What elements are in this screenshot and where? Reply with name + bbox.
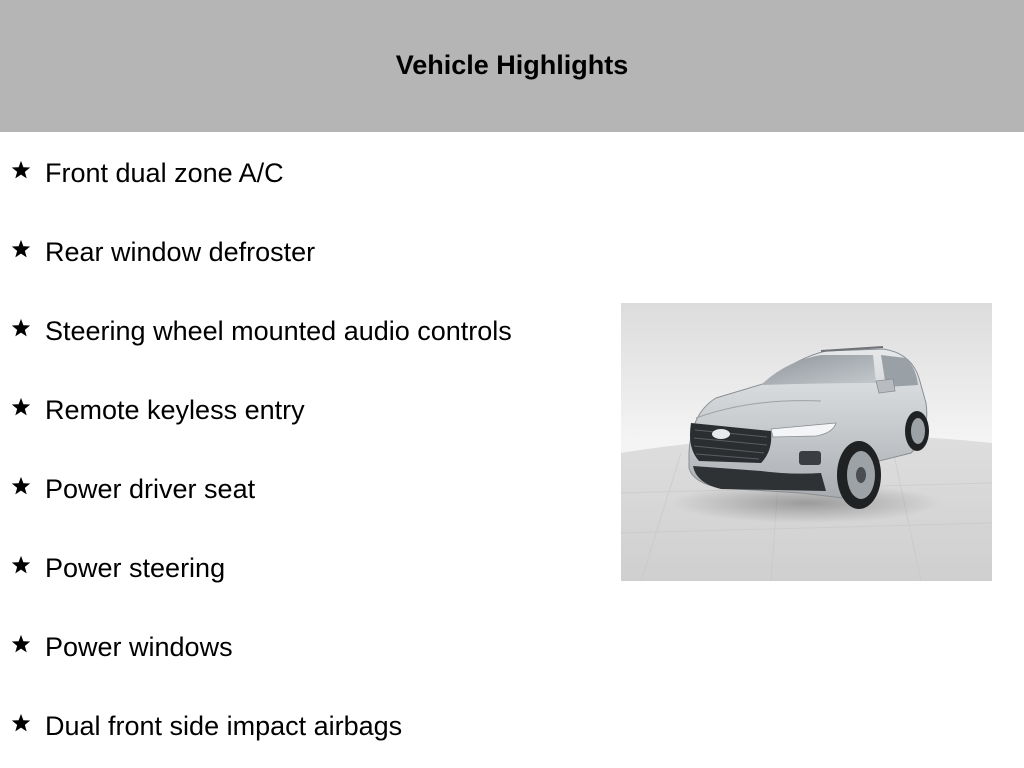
highlight-label: Remote keyless entry xyxy=(45,395,305,425)
star-icon xyxy=(10,396,32,418)
star-icon xyxy=(10,554,32,576)
highlight-label: Power driver seat xyxy=(45,474,256,504)
highlight-label: Steering wheel mounted audio controls xyxy=(45,316,512,346)
highlight-label: Power windows xyxy=(45,632,233,662)
star-icon xyxy=(10,159,32,181)
star-icon xyxy=(10,317,32,339)
star-icon xyxy=(10,475,32,497)
highlight-label: Rear window defroster xyxy=(45,237,316,267)
highlight-label: Power steering xyxy=(45,553,226,583)
highlight-label: Dual front side impact airbags xyxy=(45,711,403,741)
highlight-label: Front dual zone A/C xyxy=(45,158,284,188)
star-icon xyxy=(10,633,32,655)
page-title: Vehicle Highlights xyxy=(395,50,629,80)
star-icon xyxy=(10,238,32,260)
vehicle-photo xyxy=(621,303,992,581)
suv-image xyxy=(621,303,992,581)
header-bar xyxy=(0,0,1024,132)
star-icon xyxy=(10,712,32,734)
